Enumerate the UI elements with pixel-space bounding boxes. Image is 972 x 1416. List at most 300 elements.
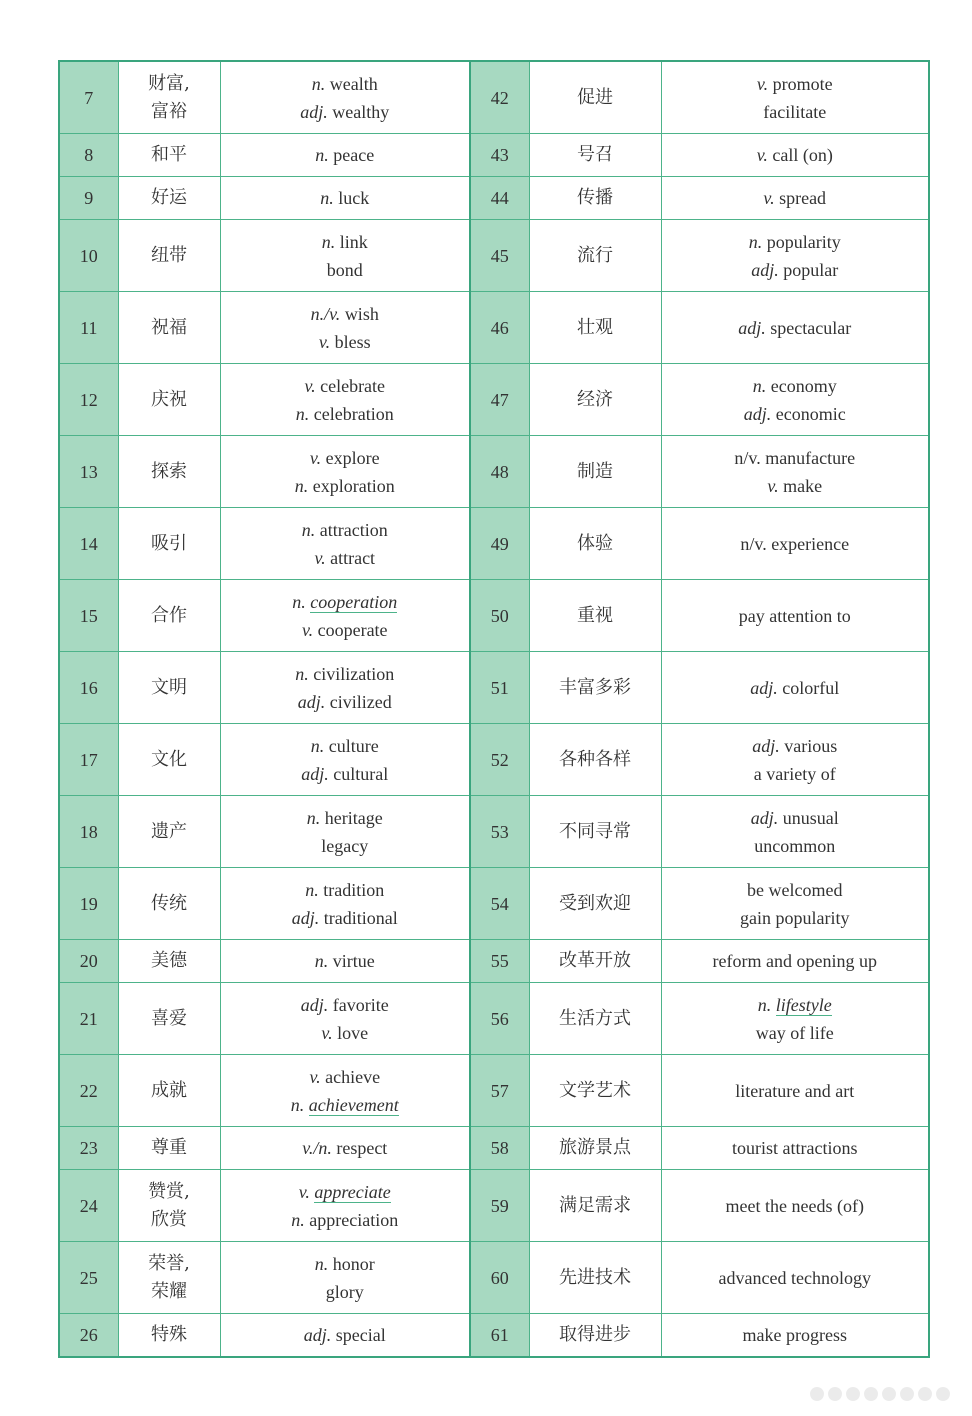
- word: n/v. experience: [740, 533, 850, 554]
- part-of-speech: n.: [305, 879, 319, 900]
- chinese-term: 尊重: [118, 1127, 220, 1170]
- row-number: 44: [470, 177, 529, 220]
- english-meaning: [661, 580, 929, 652]
- word: respect: [336, 1138, 388, 1158]
- meaning-line: [221, 70, 470, 98]
- word: various: [784, 735, 838, 756]
- word: appreciation: [309, 1209, 399, 1230]
- chinese-term: 丰富多彩: [529, 652, 661, 724]
- part-of-speech: n.: [752, 375, 767, 396]
- chinese-term: 传播: [529, 177, 661, 220]
- meaning-line: [221, 1134, 470, 1162]
- english-meaning: [220, 436, 470, 508]
- row-number: 43: [470, 134, 529, 177]
- word: spectacular: [770, 317, 852, 338]
- meaning-line: [662, 732, 929, 760]
- row-number: 15: [59, 580, 118, 652]
- meaning-line: [662, 1192, 929, 1220]
- chinese-term: 号召: [529, 134, 661, 177]
- table-row: [59, 724, 929, 796]
- chinese-term: 吸引: [118, 508, 220, 580]
- chinese-term: 祝福: [118, 292, 220, 364]
- row-number: 42: [470, 61, 529, 134]
- meaning-line: [662, 1134, 929, 1162]
- meaning-line: [221, 400, 470, 428]
- meaning-line: [662, 1019, 929, 1047]
- english-meaning: [661, 220, 929, 292]
- english-meaning: [220, 983, 470, 1055]
- word: reform and opening up: [712, 951, 877, 971]
- meaning-line: [221, 688, 470, 716]
- word: exploration: [312, 475, 395, 496]
- word: luck: [338, 188, 370, 208]
- meaning-line: [221, 947, 470, 975]
- table-row: [59, 436, 929, 508]
- row-number: 49: [470, 508, 529, 580]
- chinese-term: 流行: [529, 220, 661, 292]
- meaning-line: [221, 804, 470, 832]
- part-of-speech: n.: [290, 1094, 305, 1115]
- english-meaning: [220, 580, 470, 652]
- meaning-line: [221, 300, 470, 328]
- chinese-term: 满足需求: [529, 1170, 661, 1242]
- part-of-speech: n.: [321, 231, 336, 252]
- english-meaning: [661, 134, 929, 177]
- part-of-speech: n.: [295, 403, 310, 424]
- row-number: 46: [470, 292, 529, 364]
- meaning-line: [221, 1178, 470, 1206]
- chinese-term: 经济: [529, 364, 661, 436]
- english-meaning: [661, 724, 929, 796]
- row-number: 48: [470, 436, 529, 508]
- word: uncommon: [754, 835, 836, 856]
- row-number: 18: [59, 796, 118, 868]
- row-number: 14: [59, 508, 118, 580]
- english-meaning: [220, 364, 470, 436]
- part-of-speech: n.: [291, 1209, 305, 1230]
- part-of-speech: adj.: [301, 763, 329, 784]
- part-of-speech: v.: [298, 1181, 310, 1202]
- highlighted-word: achievement: [308, 1094, 399, 1115]
- part-of-speech: v.: [756, 73, 769, 94]
- meaning-line: [662, 674, 929, 702]
- chinese-term: 文学艺术: [529, 1055, 661, 1127]
- meaning-line: [221, 141, 470, 169]
- word: meet the needs (of): [725, 1195, 864, 1216]
- word: way of life: [755, 1022, 834, 1043]
- meaning-line: [662, 804, 929, 832]
- highlighted-word: lifestyle: [775, 994, 832, 1015]
- english-meaning: [661, 1242, 929, 1314]
- word: special: [335, 1325, 386, 1345]
- word: wealthy: [332, 101, 390, 122]
- meaning-line: [221, 760, 470, 788]
- english-meaning: [220, 652, 470, 724]
- row-number: 51: [470, 652, 529, 724]
- word: wish: [344, 303, 379, 324]
- chinese-term: 制造: [529, 436, 661, 508]
- chinese-term: 合作: [118, 580, 220, 652]
- part-of-speech: v.: [301, 619, 314, 640]
- meaning-line: [221, 616, 470, 644]
- word: spread: [779, 188, 827, 208]
- row-number: 57: [470, 1055, 529, 1127]
- table-row: [59, 134, 929, 177]
- word: glory: [325, 1281, 364, 1302]
- chinese-term: [118, 1242, 220, 1314]
- row-number: 60: [470, 1242, 529, 1314]
- part-of-speech: n.: [314, 1253, 329, 1274]
- meaning-line: [662, 991, 929, 1019]
- row-number: 45: [470, 220, 529, 292]
- row-number: 61: [470, 1314, 529, 1358]
- meaning-line: [221, 904, 470, 932]
- word: achieve: [325, 1066, 381, 1087]
- part-of-speech: adj.: [750, 807, 779, 828]
- word: honor: [332, 1253, 375, 1274]
- meaning-line: [662, 947, 929, 975]
- english-meaning: [661, 940, 929, 983]
- part-of-speech: v.: [767, 475, 779, 496]
- table-row: [59, 1127, 929, 1170]
- meaning-line: [221, 1278, 470, 1306]
- row-number: 10: [59, 220, 118, 292]
- word: link: [339, 231, 368, 252]
- meaning-line: [221, 444, 470, 472]
- meaning-line: [662, 904, 929, 932]
- part-of-speech: n.: [315, 145, 329, 165]
- part-of-speech: n.: [320, 188, 334, 208]
- chinese-term-text: 财富, 富裕: [148, 72, 190, 122]
- word: love: [337, 1022, 369, 1043]
- meaning-line: [221, 832, 470, 860]
- word: literature and art: [735, 1080, 855, 1101]
- chinese-term: 生活方式: [529, 983, 661, 1055]
- word: explore: [325, 447, 380, 468]
- row-number: 22: [59, 1055, 118, 1127]
- chinese-term: 探索: [118, 436, 220, 508]
- row-number: 54: [470, 868, 529, 940]
- meaning-line: [662, 1264, 929, 1292]
- row-number: 50: [470, 580, 529, 652]
- chinese-term: 改革开放: [529, 940, 661, 983]
- part-of-speech: v.: [756, 145, 768, 165]
- vocabulary-table: [58, 60, 930, 1358]
- part-of-speech: adj.: [297, 691, 326, 712]
- english-meaning: [220, 1242, 470, 1314]
- row-number: 58: [470, 1127, 529, 1170]
- table-body: [59, 61, 929, 1357]
- chinese-term: 先进技术: [529, 1242, 661, 1314]
- table-row: [59, 292, 929, 364]
- chinese-term: 好运: [118, 177, 220, 220]
- part-of-speech: adj.: [300, 101, 328, 122]
- row-number: 12: [59, 364, 118, 436]
- row-number: 11: [59, 292, 118, 364]
- word: civilized: [329, 691, 392, 712]
- row-number: 21: [59, 983, 118, 1055]
- chinese-term-text: 赞赏, 欣赏: [148, 1180, 190, 1230]
- row-number: 13: [59, 436, 118, 508]
- table-row: [59, 796, 929, 868]
- word: civilization: [313, 663, 395, 684]
- meaning-line: [221, 1250, 470, 1278]
- table-row: [59, 364, 929, 436]
- meaning-line: [221, 98, 470, 126]
- english-meaning: [220, 61, 470, 134]
- chinese-term: [118, 61, 220, 134]
- english-meaning: [661, 1055, 929, 1127]
- english-meaning: [661, 436, 929, 508]
- chinese-term: 取得进步: [529, 1314, 661, 1358]
- chinese-term: 成就: [118, 1055, 220, 1127]
- table-row: [59, 220, 929, 292]
- word: cooperate: [317, 619, 388, 640]
- row-number: 25: [59, 1242, 118, 1314]
- part-of-speech: n.: [310, 735, 325, 756]
- table-row: [59, 940, 929, 983]
- meaning-line: [221, 732, 470, 760]
- word: economic: [775, 403, 846, 424]
- word: unusual: [782, 807, 839, 828]
- english-meaning: [661, 177, 929, 220]
- part-of-speech: v.: [309, 1066, 321, 1087]
- row-number: 59: [470, 1170, 529, 1242]
- part-of-speech: v.: [318, 331, 331, 352]
- meaning-line: [221, 1019, 470, 1047]
- word: bond: [326, 259, 363, 280]
- table-row: [59, 1055, 929, 1127]
- word: make: [783, 475, 823, 496]
- meaning-line: [221, 184, 470, 212]
- part-of-speech: n./v.: [310, 303, 341, 324]
- row-number: 52: [470, 724, 529, 796]
- table-row: [59, 508, 929, 580]
- meaning-line: [221, 516, 470, 544]
- row-number: 55: [470, 940, 529, 983]
- word: tradition: [323, 879, 385, 900]
- table-row: [59, 1314, 929, 1358]
- english-meaning: [661, 508, 929, 580]
- chinese-term-text: 荣誉, 荣耀: [148, 1252, 190, 1302]
- row-number: 53: [470, 796, 529, 868]
- word: legacy: [321, 835, 369, 856]
- chinese-term: 促进: [529, 61, 661, 134]
- word: economy: [770, 375, 837, 396]
- word: favorite: [332, 994, 389, 1015]
- word: tourist attractions: [732, 1138, 858, 1158]
- table-row: [59, 580, 929, 652]
- meaning-line: [662, 530, 929, 558]
- english-meaning: [220, 1170, 470, 1242]
- row-number: 19: [59, 868, 118, 940]
- meaning-line: [662, 256, 929, 284]
- part-of-speech: v.: [763, 188, 775, 208]
- word: n/v. manufacture: [734, 447, 856, 468]
- word: promote: [772, 73, 833, 94]
- meaning-line: [662, 228, 929, 256]
- chinese-term: [118, 1170, 220, 1242]
- part-of-speech: v.: [309, 447, 322, 468]
- part-of-speech: v.: [321, 1022, 333, 1043]
- word: popularity: [766, 231, 841, 252]
- part-of-speech: adj.: [738, 317, 766, 338]
- table-row: [59, 177, 929, 220]
- word: bless: [334, 331, 371, 352]
- part-of-speech: n.: [314, 951, 329, 971]
- word: celebration: [313, 403, 394, 424]
- word: make progress: [742, 1325, 847, 1345]
- chinese-term: 文明: [118, 652, 220, 724]
- word: culture: [328, 735, 379, 756]
- table-row: [59, 652, 929, 724]
- meaning-line: [662, 1321, 929, 1349]
- chinese-term: 受到欢迎: [529, 868, 661, 940]
- meaning-line: [221, 660, 470, 688]
- highlighted-word: cooperation: [310, 591, 398, 612]
- word: pay attention to: [738, 605, 851, 626]
- meaning-line: [221, 991, 470, 1019]
- table-row: [59, 1170, 929, 1242]
- word: virtue: [332, 951, 375, 971]
- english-meaning: [220, 1314, 470, 1358]
- english-meaning: [661, 364, 929, 436]
- english-meaning: [661, 1314, 929, 1358]
- chinese-term: 遗产: [118, 796, 220, 868]
- word: advanced technology: [718, 1267, 871, 1288]
- chinese-term: 体验: [529, 508, 661, 580]
- meaning-line: [221, 256, 470, 284]
- chinese-term: 庆祝: [118, 364, 220, 436]
- meaning-line: [662, 372, 929, 400]
- meaning-line: [662, 98, 929, 126]
- word: popular: [783, 259, 839, 280]
- chinese-term: 和平: [118, 134, 220, 177]
- part-of-speech: adj.: [750, 677, 778, 698]
- word: call (on): [772, 145, 833, 165]
- word: peace: [333, 145, 375, 165]
- row-number: 23: [59, 1127, 118, 1170]
- row-number: 24: [59, 1170, 118, 1242]
- english-meaning: [220, 220, 470, 292]
- chinese-term: 传统: [118, 868, 220, 940]
- english-meaning: [661, 1170, 929, 1242]
- chinese-term: 旅游景点: [529, 1127, 661, 1170]
- meaning-line: [662, 400, 929, 428]
- chinese-term: 特殊: [118, 1314, 220, 1358]
- part-of-speech: n.: [757, 994, 772, 1015]
- part-of-speech: adj.: [291, 907, 320, 928]
- meaning-line: [221, 372, 470, 400]
- part-of-speech: n.: [748, 231, 763, 252]
- meaning-line: [221, 544, 470, 572]
- part-of-speech: adj.: [303, 1325, 332, 1345]
- english-meaning: [220, 134, 470, 177]
- chinese-term: 各种各样: [529, 724, 661, 796]
- highlighted-word: appreciate: [314, 1181, 391, 1202]
- meaning-line: [221, 472, 470, 500]
- part-of-speech: v.: [304, 375, 316, 396]
- english-meaning: [220, 940, 470, 983]
- part-of-speech: n.: [295, 663, 309, 684]
- word: facilitate: [763, 101, 827, 122]
- part-of-speech: n.: [311, 73, 326, 94]
- english-meaning: [661, 292, 929, 364]
- meaning-line: [221, 1063, 470, 1091]
- english-meaning: [661, 61, 929, 134]
- meaning-line: [662, 602, 929, 630]
- english-meaning: [220, 1127, 470, 1170]
- meaning-line: [662, 184, 929, 212]
- word: attraction: [319, 519, 388, 540]
- english-meaning: [220, 177, 470, 220]
- part-of-speech: adj.: [752, 735, 780, 756]
- part-of-speech: n.: [306, 807, 321, 828]
- row-number: 9: [59, 177, 118, 220]
- meaning-line: [662, 444, 929, 472]
- table-row: [59, 868, 929, 940]
- chinese-term: 纽带: [118, 220, 220, 292]
- word: celebrate: [320, 375, 386, 396]
- part-of-speech: v./n.: [302, 1138, 332, 1158]
- row-number: 26: [59, 1314, 118, 1358]
- word: cultural: [333, 763, 389, 784]
- meaning-line: [221, 876, 470, 904]
- english-meaning: [220, 292, 470, 364]
- meaning-line: [221, 228, 470, 256]
- word: wealth: [329, 73, 378, 94]
- part-of-speech: n.: [292, 591, 306, 612]
- english-meaning: [220, 868, 470, 940]
- part-of-speech: adj.: [300, 994, 329, 1015]
- meaning-line: [221, 1321, 470, 1349]
- word: be welcomed: [747, 879, 843, 900]
- word: heritage: [324, 807, 383, 828]
- row-number: 17: [59, 724, 118, 796]
- part-of-speech: v.: [314, 547, 326, 568]
- word: colorful: [782, 677, 840, 698]
- meaning-line: [662, 760, 929, 788]
- table-row: [59, 61, 929, 134]
- meaning-line: [221, 588, 470, 616]
- meaning-line: [221, 328, 470, 356]
- part-of-speech: adj.: [751, 259, 779, 280]
- english-meaning: [220, 724, 470, 796]
- chinese-term: 重视: [529, 580, 661, 652]
- meaning-line: [662, 876, 929, 904]
- part-of-speech: n.: [294, 475, 309, 496]
- meaning-line: [221, 1091, 470, 1119]
- english-meaning: [661, 796, 929, 868]
- meaning-line: [662, 832, 929, 860]
- meaning-line: [221, 1206, 470, 1234]
- word: traditional: [323, 907, 398, 928]
- chinese-term: 喜爱: [118, 983, 220, 1055]
- chinese-term: 不同寻常: [529, 796, 661, 868]
- chinese-term: 美德: [118, 940, 220, 983]
- row-number: 20: [59, 940, 118, 983]
- table-row: [59, 1242, 929, 1314]
- meaning-line: [662, 472, 929, 500]
- english-meaning: [661, 983, 929, 1055]
- meaning-line: [662, 141, 929, 169]
- row-number: 8: [59, 134, 118, 177]
- row-number: 7: [59, 61, 118, 134]
- row-number: 16: [59, 652, 118, 724]
- english-meaning: [220, 508, 470, 580]
- chinese-term: 文化: [118, 724, 220, 796]
- meaning-line: [662, 1077, 929, 1105]
